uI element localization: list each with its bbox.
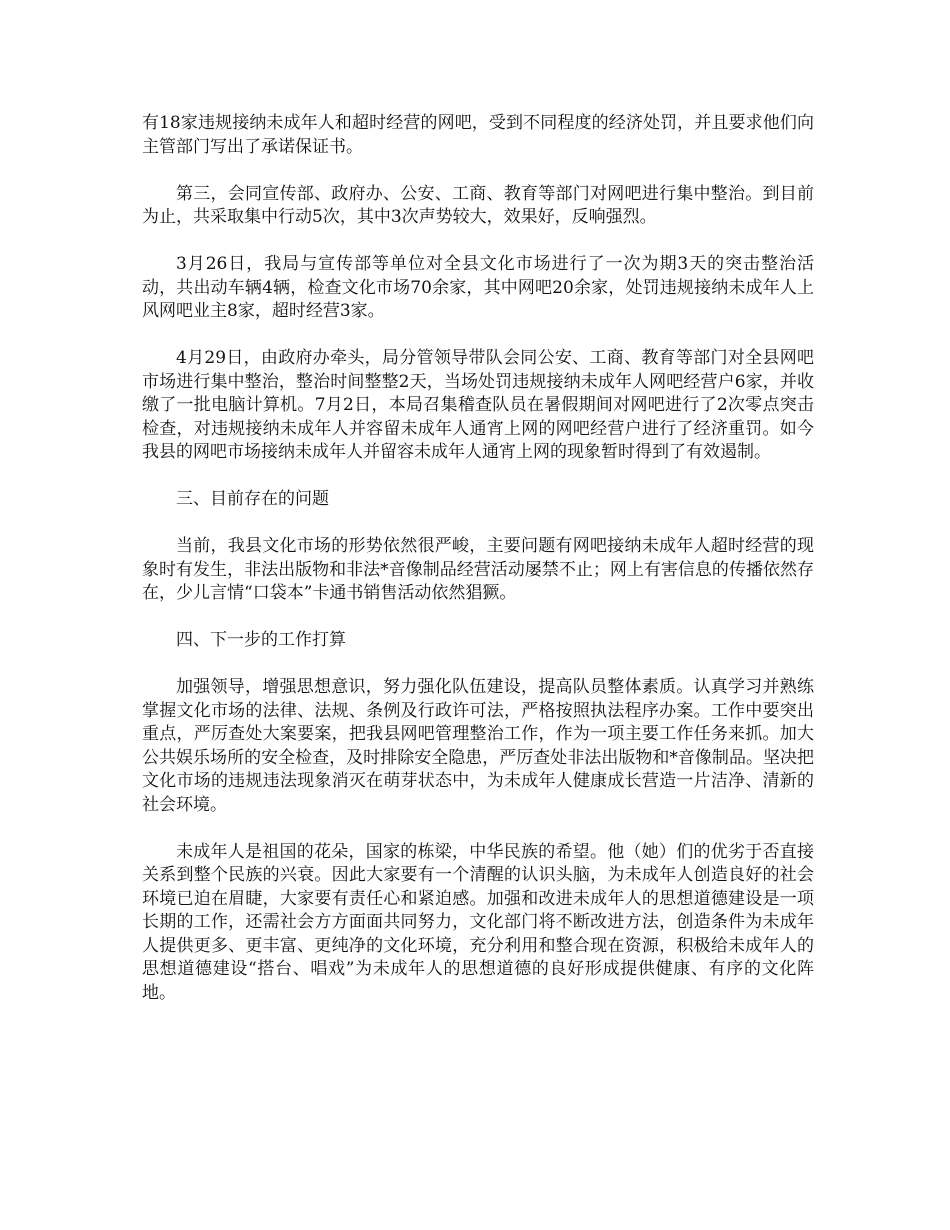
section-heading-problems: 三、目前存在的问题 [176,489,329,509]
paragraph-current-problems: 当前，我县文化市场的形势依然很严峻，主要问题有网吧接纳未成年人超时经营的现象时有发生，非法出版物和非法*音像制品经营活动屡禁不止；网上有害信息的传播依然存在，少儿言情“口袋本”卡通书销售活动依然猖獗。 [142,536,814,603]
section-heading-next-steps: 四、下一步的工作打算 [176,630,346,650]
paragraph-april-29: 4月29日，由政府办牵头，局分管领导带队会同公安、工商、教育等部门对全县网吧市场进行集中整治，整治时间整整2天，当场处罚违规接纳未成年人网吧经营户6家，并收缴了一批电脑计算机。7月2日，本局召集稽查队员在暑假期间对网吧进行了2次零点突击检查，对违规接纳未成年人并容留未成年人通宵上网的网吧经营户进行了经济重罚。如今我县的网吧市场接纳未成年人并留容未成年人通宵上网的现象暂时得到了有效遏制。 [142,348,814,462]
paragraph-march-26: 3月26日，我局与宣传部等单位对全县文化市场进行了一次为期3天的突击整治活动，共出动车辆4辆，检查文化市场70余家，其中网吧20余家，处罚违规接纳未成年人上风网吧业主8家，超时经营3家。 [142,254,814,321]
paragraph-strengthen-leadership: 加强领导，增强思想意识，努力强化队伍建设，提高队员整体素质。认真学习并熟练掌握文化市场的法律、法规、条例及行政许可法，严格按照执法程序办案。工作中要突出重点，严厉查处大案要案，把我县网吧管理整治工作，作为一项主要工作任务来抓。加大公共娱乐场所的安全检查，及时排除安全隐患，严厉查处非法出版物和*音像制品。坚决把文化市场的违规违法现象消灭在萌芽状态中，为未成年人健康成长营造一片洁净、清新的社会环境。 [142,677,814,815]
document-page [142,112,814,1029]
paragraph-conclusion: 未成年人是祖国的花朵，国家的栋梁，中华民族的希望。他（她）们的优劣于否直接关系到整个民族的兴衰。因此大家要有一个清醒的认识头脑，为未成年人创造良好的社会环境已迫在眉睫，大家要有责任心和紧迫感。加强和改进未成年人的思想道德建设是一项长期的工作，还需社会方方面面共同努力，文化部门将不断改进方法，创造条件为未成年人提供更多、更丰富、更纯净的文化环境，充分利用和整合现在资源，积极给未成年人的思想道德建设“搭台、唱戏”为未成年人的思想道德的良好形成提供健康、有序的文化阵地。 [142,841,814,1003]
paragraph-continuation: 有18家违规接纳未成年人和超时经营的网吧，受到不同程度的经济处罚，并且要求他们向主管部门写出了承诺保证书。 [142,113,814,157]
paragraph-third-point: 第三，会同宣传部、政府办、公安、工商、教育等部门对网吧进行集中整治。到目前为止，共采取集中行动5次，其中3次声势较大，效果好，反响强烈。 [142,183,814,227]
